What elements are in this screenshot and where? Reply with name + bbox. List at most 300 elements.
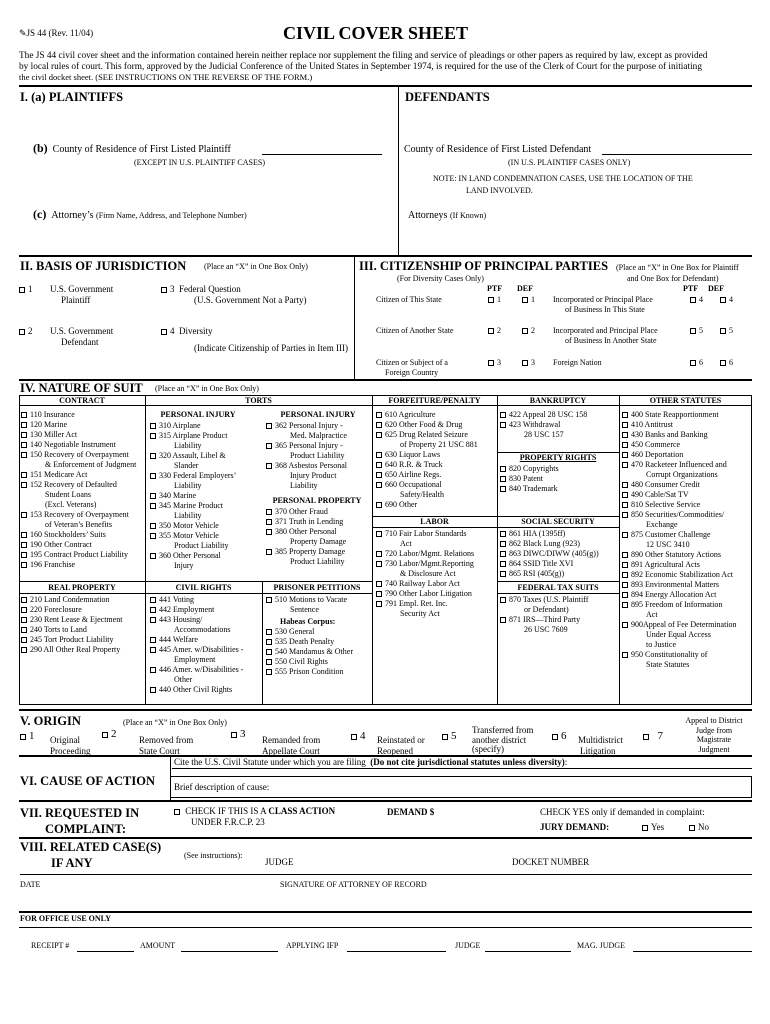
list-item[interactable]: [150, 551, 236, 561]
list-item[interactable]: [500, 549, 599, 559]
list-item-label: Safety/Health: [400, 490, 444, 499]
list-item-label: 150 Recovery of Overpayment: [30, 450, 129, 459]
list-item[interactable]: [376, 589, 474, 599]
jurisdiction-option-2[interactable]: 2: [19, 326, 33, 337]
list-item[interactable]: [622, 590, 737, 600]
list-item[interactable]: [500, 559, 599, 569]
checkbox[interactable]: [21, 452, 27, 458]
checkbox[interactable]: [266, 529, 272, 535]
checkbox[interactable]: [622, 652, 628, 658]
checkbox[interactable]: [266, 443, 272, 449]
def-1[interactable]: 1: [522, 295, 535, 305]
list-item[interactable]: [21, 530, 136, 540]
checkbox[interactable]: [376, 561, 382, 567]
checkbox[interactable]: [21, 432, 27, 438]
checkbox[interactable]: [150, 533, 156, 539]
amount-field[interactable]: [181, 951, 278, 952]
checkbox[interactable]: [500, 486, 506, 492]
list-item[interactable]: [150, 605, 243, 615]
checkbox[interactable]: [21, 597, 27, 603]
list-item[interactable]: [266, 595, 347, 605]
checkbox[interactable]: [500, 571, 506, 577]
list-item: [266, 471, 347, 481]
list-item[interactable]: [21, 450, 136, 460]
list-item[interactable]: [266, 517, 346, 527]
list-item-label: 410 Antitrust: [631, 420, 674, 429]
checkbox[interactable]: [500, 617, 506, 623]
list-item[interactable]: [21, 440, 136, 450]
personal-property-list[interactable]: [266, 507, 346, 567]
list-item-label: 650 Airline Regs.: [385, 470, 442, 479]
list-item[interactable]: [500, 539, 599, 549]
list-item[interactable]: [376, 460, 478, 470]
list-item-label: or Defendant): [524, 605, 569, 614]
origin-option-1[interactable]: 1: [20, 730, 35, 742]
list-item[interactable]: [21, 595, 122, 605]
list-item-label: 830 Patent: [509, 474, 543, 483]
list-item: [150, 625, 243, 635]
checkbox[interactable]: [266, 649, 272, 655]
list-item[interactable]: [266, 461, 347, 471]
list-item-label: 540 Mandamus & Other: [275, 647, 353, 656]
list-item[interactable]: [500, 474, 559, 484]
checkbox[interactable]: [150, 453, 156, 459]
checkbox[interactable]: [622, 422, 628, 428]
checkbox[interactable]: [500, 597, 506, 603]
checkbox[interactable]: [21, 472, 27, 478]
checkbox[interactable]: [150, 647, 156, 653]
checkbox[interactable]: [21, 607, 27, 613]
list-item[interactable]: [622, 500, 737, 510]
checkbox[interactable]: [150, 667, 156, 673]
list-item[interactable]: [21, 625, 122, 635]
list-item[interactable]: [150, 685, 243, 695]
checkbox[interactable]: [266, 597, 272, 603]
list-item[interactable]: [500, 420, 587, 430]
checkbox[interactable]: [150, 433, 156, 439]
checkbox[interactable]: [161, 287, 167, 293]
checkbox[interactable]: [266, 519, 272, 525]
checkbox[interactable]: [266, 639, 272, 645]
checkbox[interactable]: [21, 412, 27, 418]
jury-yes-checkbox[interactable]: Yes: [642, 822, 664, 833]
checkbox[interactable]: [376, 462, 382, 468]
office-judge-field[interactable]: [485, 951, 571, 952]
checkbox[interactable]: [150, 493, 156, 499]
checkbox[interactable]: [622, 492, 628, 498]
checkbox[interactable]: [19, 287, 25, 293]
checkbox[interactable]: [500, 551, 506, 557]
checkbox[interactable]: [622, 552, 628, 558]
checkbox[interactable]: [161, 329, 167, 335]
jurisdiction-option-3[interactable]: 3 Federal Question (U.S. Government Not a Party): [161, 284, 306, 306]
list-item[interactable]: [150, 491, 236, 501]
list-item[interactable]: [500, 464, 559, 474]
list-item-label: 368 Asbestos Personal: [275, 461, 347, 470]
habeas-list[interactable]: [266, 627, 353, 677]
checkbox[interactable]: [150, 553, 156, 559]
personal-injury-list[interactable]: [150, 421, 236, 571]
checkbox[interactable]: [19, 329, 25, 335]
list-item-label: 625 Drug Related Seizure: [385, 430, 468, 439]
origin-option-2[interactable]: 2: [102, 728, 117, 740]
list-item[interactable]: [376, 430, 478, 440]
list-item[interactable]: [150, 451, 236, 461]
checkbox[interactable]: [150, 637, 156, 643]
checkbox[interactable]: [500, 541, 506, 547]
list-item[interactable]: [376, 529, 474, 539]
checkbox[interactable]: [21, 512, 27, 518]
checkbox[interactable]: [266, 549, 272, 555]
checkbox[interactable]: [500, 561, 506, 567]
checkbox[interactable]: [622, 622, 628, 628]
origin-6-label: Multidistrict Litigation: [578, 735, 623, 756]
checkbox[interactable]: [622, 432, 628, 438]
origin-option-3[interactable]: 3: [231, 728, 246, 740]
list-item-label: & Enforcement of Judgment: [45, 460, 137, 469]
plaintiff-county-note: (EXCEPT IN U.S. PLAINTIFF CASES): [134, 158, 265, 167]
checkbox[interactable]: [376, 601, 382, 607]
list-item-label: 160 Stockholders’ Suits: [30, 530, 106, 539]
mag-judge-field[interactable]: [633, 951, 752, 952]
ptf-5[interactable]: 5: [690, 326, 703, 336]
jurisdiction-option-1[interactable]: 1: [19, 284, 33, 295]
list-item[interactable]: [622, 490, 737, 500]
list-item[interactable]: [21, 510, 136, 520]
checkbox[interactable]: [622, 462, 628, 468]
list-item[interactable]: [622, 460, 737, 470]
list-item-label: 891 Agricultural Acts: [631, 560, 700, 569]
list-item-label: Liability: [174, 481, 202, 490]
list-item[interactable]: [266, 667, 353, 677]
checkbox[interactable]: [150, 523, 156, 529]
list-item[interactable]: [622, 410, 737, 420]
list-item[interactable]: [21, 420, 136, 430]
related-heading: VIII. RELATED CASE(S) IF ANY: [20, 840, 162, 870]
checkbox[interactable]: [622, 562, 628, 568]
list-item[interactable]: [150, 645, 243, 655]
checkbox[interactable]: [266, 669, 272, 675]
list-item[interactable]: [376, 549, 474, 559]
list-item-label: Injury: [174, 561, 194, 570]
def-5[interactable]: 5: [720, 326, 733, 336]
checkbox[interactable]: [266, 509, 272, 515]
defendant-county-field[interactable]: [602, 154, 752, 155]
list-item-label: 240 Torts to Land: [30, 625, 87, 634]
plaintiff-county-field[interactable]: [262, 154, 382, 155]
list-item: [266, 537, 346, 547]
list-item-label: 550 Civil Rights: [275, 657, 328, 666]
checkbox[interactable]: [150, 423, 156, 429]
list-item-label: 730 Labor/Mgmt.Reporting: [385, 559, 474, 568]
checkbox[interactable]: [376, 551, 382, 557]
list-item[interactable]: [622, 450, 737, 460]
list-item-label: 443 Housing/: [159, 615, 203, 624]
labor-header: LABOR: [420, 517, 449, 526]
checkbox[interactable]: [21, 617, 27, 623]
list-item-label: 210 Land Condemnation: [30, 595, 110, 604]
checkbox[interactable]: [21, 562, 27, 568]
list-item[interactable]: [21, 430, 136, 440]
checkbox[interactable]: [376, 581, 382, 587]
list-item[interactable]: [500, 569, 599, 579]
list-item: [500, 625, 588, 635]
checkbox[interactable]: [622, 452, 628, 458]
list-item[interactable]: [266, 441, 347, 451]
list-item[interactable]: [150, 635, 243, 645]
list-item[interactable]: [21, 560, 136, 570]
list-item-label: Sentence: [290, 605, 319, 614]
checkbox[interactable]: [500, 412, 506, 418]
jury-demand-label: JURY DEMAND:: [540, 822, 610, 832]
origin-option-5[interactable]: 5: [442, 730, 457, 742]
list-item[interactable]: [150, 521, 236, 531]
list-item[interactable]: [622, 510, 737, 520]
list-item[interactable]: [500, 595, 588, 605]
def-3[interactable]: 3: [522, 358, 535, 368]
checkbox[interactable]: [500, 422, 506, 428]
checkbox[interactable]: [622, 482, 628, 488]
civil-rights-list[interactable]: [150, 595, 243, 695]
list-item[interactable]: [266, 637, 353, 647]
checkbox[interactable]: [150, 607, 156, 613]
checkbox[interactable]: [376, 502, 382, 508]
list-item-label: Injury Product: [290, 471, 337, 480]
contract-list[interactable]: [21, 410, 136, 570]
other-statutes-list[interactable]: [622, 410, 737, 670]
list-item[interactable]: [21, 605, 122, 615]
checkbox[interactable]: [376, 591, 382, 597]
checkbox[interactable]: [21, 637, 27, 643]
checkbox[interactable]: [21, 442, 27, 448]
checkbox[interactable]: [622, 442, 628, 448]
list-item-label: 440 Other Civil Rights: [159, 685, 233, 694]
list-item-label: Liability: [174, 511, 202, 520]
prisoner-list[interactable]: [266, 595, 347, 615]
ptf-6[interactable]: 6: [690, 358, 703, 368]
list-item[interactable]: [376, 559, 474, 569]
list-item[interactable]: [21, 615, 122, 625]
labor-list[interactable]: [376, 529, 474, 619]
checkbox[interactable]: [622, 602, 628, 608]
ifp-field[interactable]: [347, 951, 446, 952]
checkbox[interactable]: [21, 627, 27, 633]
checkbox[interactable]: [150, 687, 156, 693]
jury-no-checkbox[interactable]: No: [689, 822, 709, 833]
ptf-header: PTF: [487, 284, 503, 293]
list-item[interactable]: [622, 530, 737, 540]
ptf-3[interactable]: 3: [488, 358, 501, 368]
forfeiture-list[interactable]: [376, 410, 478, 510]
list-item[interactable]: [21, 470, 136, 480]
defendants-heading: DEFENDANTS: [405, 90, 490, 104]
def-2[interactable]: 2: [522, 326, 535, 336]
bankruptcy-list[interactable]: [500, 410, 587, 440]
checkbox[interactable]: [622, 592, 628, 598]
list-item[interactable]: [500, 484, 559, 494]
list-item[interactable]: [21, 645, 122, 655]
list-item[interactable]: [150, 501, 236, 511]
checkbox[interactable]: [21, 532, 27, 538]
checkbox[interactable]: [622, 532, 628, 538]
list-item[interactable]: [266, 657, 353, 667]
list-item[interactable]: [150, 431, 236, 441]
property-rights-list[interactable]: [500, 464, 559, 494]
checkbox[interactable]: [376, 432, 382, 438]
class-action-checkbox[interactable]: CHECK IF THIS IS A CLASS ACTION UNDER F.R.C.P. 23: [174, 806, 335, 828]
list-item-label: 630 Liquor Laws: [385, 450, 441, 459]
list-item[interactable]: [622, 480, 737, 490]
list-item[interactable]: [150, 595, 243, 605]
list-item[interactable]: [150, 531, 236, 541]
list-item[interactable]: [21, 410, 136, 420]
jurisdiction-option-4[interactable]: 4 Diversity: [161, 326, 213, 337]
def-6[interactable]: 6: [720, 358, 733, 368]
checkbox[interactable]: [622, 582, 628, 588]
list-item: [622, 520, 737, 530]
list-item-label: 875 Customer Challenge: [631, 530, 711, 539]
list-item[interactable]: [21, 480, 136, 490]
list-item[interactable]: [376, 450, 478, 460]
checkbox[interactable]: [376, 472, 382, 478]
list-item-label: 12 USC 3410: [646, 540, 690, 549]
list-item[interactable]: [622, 580, 737, 590]
list-item[interactable]: [622, 570, 737, 580]
list-item[interactable]: [376, 480, 478, 490]
list-item-label: 865 RSI (405(g)): [509, 569, 565, 578]
list-item[interactable]: [266, 627, 353, 637]
appeal-label: Appeal to District Judge from Magistrate Judgment: [685, 716, 743, 754]
checkbox[interactable]: [150, 503, 156, 509]
checkbox[interactable]: [622, 512, 628, 518]
list-item[interactable]: [150, 471, 236, 481]
list-item[interactable]: [622, 420, 737, 430]
checkbox[interactable]: [376, 422, 382, 428]
list-item-label: 442 Employment: [159, 605, 215, 614]
checkbox[interactable]: [21, 552, 27, 558]
list-item[interactable]: [622, 620, 737, 630]
federal-tax-list[interactable]: [500, 595, 588, 635]
checkbox[interactable]: [21, 542, 27, 548]
checkbox[interactable]: [266, 659, 272, 665]
list-item-label: (Excl. Veterans): [45, 500, 97, 509]
list-item[interactable]: [376, 470, 478, 480]
list-item[interactable]: [21, 550, 136, 560]
nature-heading: IV. NATURE OF SUIT: [20, 381, 143, 395]
list-item[interactable]: [500, 615, 588, 625]
list-item[interactable]: [376, 420, 478, 430]
origin-option-7[interactable]: 7: [643, 730, 663, 742]
personal-injury-list-2[interactable]: [266, 421, 347, 491]
social-security-list[interactable]: [500, 529, 599, 579]
list-item[interactable]: [266, 647, 353, 657]
nature-note: (Place an “X” in One Box Only): [155, 384, 259, 393]
checkbox[interactable]: [21, 422, 27, 428]
list-item[interactable]: [500, 529, 599, 539]
list-item[interactable]: [150, 665, 243, 675]
list-item[interactable]: [150, 421, 236, 431]
list-item-label: 355 Motor Vehicle: [159, 531, 219, 540]
checkbox[interactable]: [150, 617, 156, 623]
list-item[interactable]: [622, 550, 737, 560]
checkbox[interactable]: [266, 463, 272, 469]
list-item[interactable]: [622, 440, 737, 450]
list-item[interactable]: [500, 410, 587, 420]
list-item[interactable]: [622, 560, 737, 570]
list-item: [376, 490, 478, 500]
checkbox[interactable]: [376, 531, 382, 537]
list-item[interactable]: [266, 527, 346, 537]
contract-header: CONTRACT: [59, 396, 105, 405]
list-item-label: 450 Commerce: [631, 440, 681, 449]
checkbox[interactable]: [500, 466, 506, 472]
def-4[interactable]: 4: [720, 295, 733, 305]
citizen-foreign: Citizen or Subject of a Foreign Country: [376, 358, 448, 377]
list-item-label: 840 Trademark: [509, 484, 558, 493]
list-item[interactable]: [376, 500, 478, 510]
list-item-label: 720 Labor/Mgmt. Relations: [385, 549, 475, 558]
checkbox[interactable]: [500, 476, 506, 482]
list-item[interactable]: [376, 410, 478, 420]
checkbox[interactable]: [150, 473, 156, 479]
checkbox[interactable]: [622, 412, 628, 418]
checkbox[interactable]: [376, 452, 382, 458]
list-item[interactable]: [622, 600, 737, 610]
ptf-2[interactable]: 2: [488, 326, 501, 336]
checkbox[interactable]: [376, 412, 382, 418]
personal-injury-header-2: PERSONAL INJURY: [280, 410, 356, 419]
checkbox[interactable]: [622, 572, 628, 578]
receipt-label: RECEIPT #: [31, 941, 70, 950]
list-item-label: 892 Economic Stabilization Act: [631, 570, 733, 579]
list-item[interactable]: [266, 421, 347, 431]
list-item[interactable]: [376, 599, 474, 609]
checkbox[interactable]: [21, 482, 27, 488]
list-item: [150, 511, 236, 521]
origin-option-6[interactable]: 6: [552, 730, 567, 742]
list-item-label: 790 Other Labor Litigation: [385, 589, 472, 598]
receipt-field[interactable]: [77, 951, 134, 952]
list-item[interactable]: [622, 430, 737, 440]
ptf-4[interactable]: 4: [690, 295, 703, 305]
list-item: [622, 610, 737, 620]
personal-property-header: PERSONAL PROPERTY: [272, 496, 362, 505]
list-item-label: 330 Federal Employers’: [159, 471, 237, 480]
origin-option-4[interactable]: 4: [351, 730, 366, 742]
list-item[interactable]: [266, 507, 346, 517]
checkbox[interactable]: [622, 502, 628, 508]
checkbox[interactable]: [500, 531, 506, 537]
checkbox[interactable]: [376, 482, 382, 488]
checkbox[interactable]: [150, 597, 156, 603]
list-item-label: to Justice: [646, 640, 676, 649]
list-item-label: 864 SSID Title XVI: [509, 559, 574, 568]
list-item[interactable]: [21, 540, 136, 550]
list-item[interactable]: [622, 650, 737, 660]
checkbox[interactable]: [266, 629, 272, 635]
list-item[interactable]: [150, 615, 243, 625]
checkbox[interactable]: [266, 423, 272, 429]
real-property-list[interactable]: [21, 595, 122, 655]
list-item[interactable]: [376, 579, 474, 589]
ptf-1[interactable]: 1: [488, 295, 501, 305]
jurisdiction-heading: II. BASIS OF JURISDICTION: [20, 259, 187, 273]
list-item: [21, 490, 136, 500]
list-item[interactable]: [21, 635, 122, 645]
list-item[interactable]: [266, 547, 346, 557]
checkbox[interactable]: [21, 647, 27, 653]
list-item-label: Property Damage: [290, 537, 347, 546]
